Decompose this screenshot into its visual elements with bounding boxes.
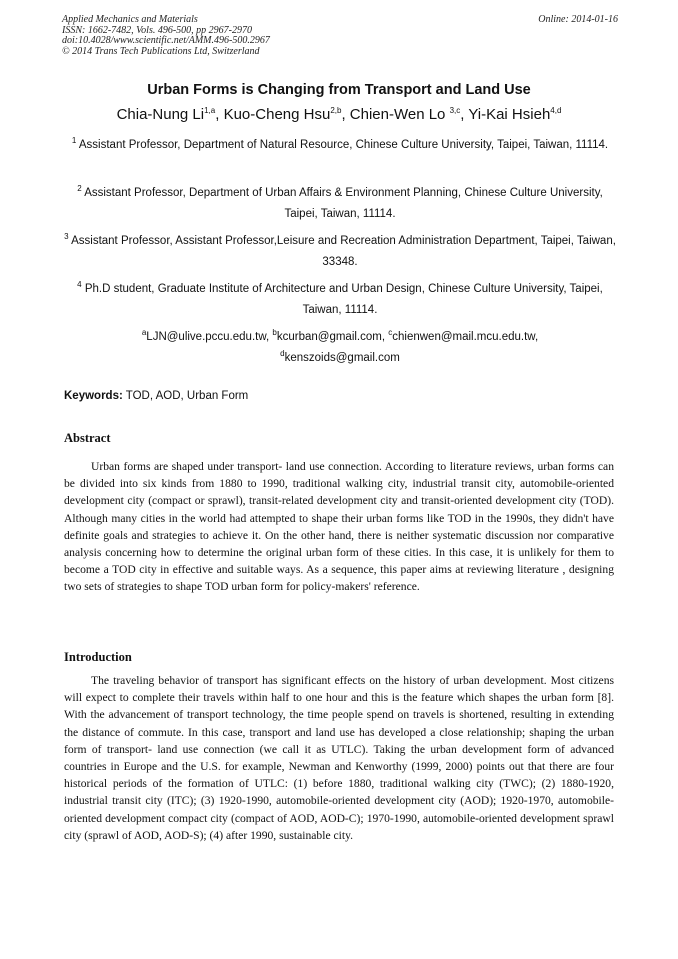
- affiliation-number: 4: [77, 280, 82, 290]
- abstract-paragraph: Urban forms are shaped under transport- land use connection. According to literature reviews, urban forms can be divided into six kinds from 1880 to 1990, traditional walking city, industrial transit city, automobile-oriented development city (compact or sprawl), transit-related development city and transit-oriented development city (TOD). Although many cities in the world had attempted to shape their urban forms like TOD in the 1990s, they didn't have definite goals and strategies to achieve it. On the other hand, there is neither systematic discussion nor comparative analysis concerning how to determine the original urban form of these cities. In this case, it is unlikely for them to become a TOD city in effective and suitable ways. As a sequence, this paper aims at reviewing literature , designing two sets of strategies to shape TOD urban form for policy-makers' reference.: [64, 460, 614, 594]
- affiliation-3: [62, 231, 618, 273]
- author-separator: ,: [341, 106, 350, 123]
- email-address: chienwen@mail.mcu.edu.tw,: [392, 331, 539, 343]
- author-name: Kuo-Cheng Hsu: [223, 106, 331, 123]
- introduction-heading: Introduction: [64, 650, 132, 664]
- author-sup: 3,c: [449, 106, 461, 115]
- affiliation-text: Assistant Professor, Assistant Professor,Leisure and Recreation Administration Department, Taipei, Taiwan, 33348.: [68, 235, 616, 268]
- author-name: Chien-Wen Lo: [349, 106, 450, 123]
- keywords-line: [64, 390, 248, 402]
- email-address: LJN@ulive.pccu.edu.tw,: [146, 331, 273, 343]
- email-sup: b: [272, 328, 277, 338]
- author-separator: ,: [215, 106, 224, 123]
- abstract-heading: Abstract: [64, 431, 111, 445]
- affiliation-text: Assistant Professor, Department of Natural Resource, Chinese Culture University, Taipei, Taiwan, 11114.: [76, 139, 609, 151]
- paper-title: Urban Forms is Changing from Transport and Land Use: [147, 82, 531, 98]
- affiliation-number: 3: [64, 232, 69, 242]
- email-sup: c: [388, 328, 393, 338]
- author-sup: 1,a: [204, 106, 216, 115]
- email-list: [62, 327, 618, 369]
- affiliation-number: 2: [77, 184, 82, 194]
- email-sup: d: [280, 349, 285, 359]
- author-sup: 2,b: [330, 106, 342, 115]
- email-sup: a: [141, 328, 147, 338]
- email-address: kcurban@gmail.com,: [276, 331, 389, 343]
- issn-line: ISSN: 1662-7482, Vols. 496-500, pp 2967-2970: [62, 24, 252, 36]
- author-separator: ,: [460, 106, 469, 123]
- journal-name: Applied Mechanics and Materials: [62, 14, 198, 25]
- author-name: Chia-Nung Li: [116, 106, 205, 123]
- affiliation-text: Assistant Professor, Department of Urban Affairs & Environment Planning, Chinese Culture University, Taipei, Taiwan, 11114.: [81, 187, 603, 220]
- author-name: Yi-Kai Hsieh: [468, 106, 551, 123]
- affiliation-2: [62, 183, 618, 225]
- affiliation-4: [62, 279, 618, 321]
- copyright-line: © 2014 Trans Tech Publications Ltd, Switzerland: [62, 45, 260, 57]
- doi-line: doi:10.4028/www.scientific.net/AMM.496-500.2967: [62, 35, 270, 46]
- affiliation-text: Ph.D student, Graduate Institute of Architecture and Urban Design, Chinese Culture University, Taipei, Taiwan, 11114.: [81, 283, 603, 316]
- online-date: Online: 2014-01-16: [538, 14, 618, 25]
- author-sup: 4,d: [550, 106, 562, 115]
- keywords-label: Keywords:: [64, 390, 123, 402]
- affiliation-1: [62, 135, 618, 156]
- journal-header: [62, 15, 618, 57]
- introduction-paragraph: The traveling behavior of transport has significant effects on the history of urban development. Most citizens will expect to complete their travels within half to one hour and this is the feature which shapes the urban form [8]. With the advancement of transport technology, the time people spend on travels is shortened, resulting in extending the distance of commute. In this case, transport and land use has developed a close relationship; shaping the urban form of transport- land use connection (we call it as UTLC). Taking the urban development form of advanced countries in Europe and the U.S. for example, Newman and Kenworthy (1999, 2000) points out that there are four historical periods of the formation of UTLC: (1) before 1880, traditional walking city (TWC); (2) 1880-1920, industrial transit city (ITC); (3) 1920-1990, automobile-oriented development city (AOD); 1920-1970, automobile-oriented development compact city (compact of AOD, AOD-C); 1970-1990, automobile-oriented development sprawl city (sprawl of AOD, AOD-S); (4) after 1990, sustainable city.: [64, 674, 614, 842]
- keywords-text: TOD, AOD, Urban Form: [122, 390, 249, 402]
- affiliation-number: 1: [71, 136, 77, 146]
- author-list: [0, 106, 678, 123]
- email-address: kenszoids@gmail.com: [284, 352, 400, 364]
